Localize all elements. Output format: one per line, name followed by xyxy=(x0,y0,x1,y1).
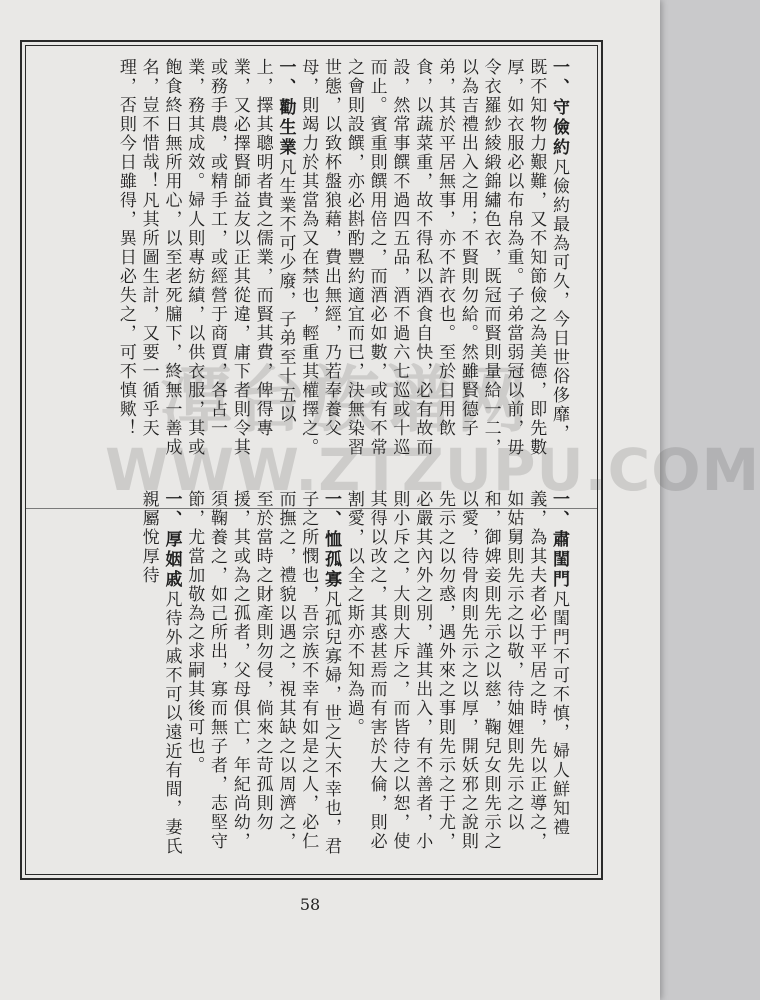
section-orphans xyxy=(182,490,342,860)
section-heading: 一、厚姻戚 xyxy=(161,490,182,590)
section-body: 凡孤兒寡婦，世之大不幸也，君子之所憫也，吾宗族不幸有如是之人，必仁而撫之，禮貌以遇之，視其缺之以周濟之，至於當時之財產則勿侵，倘來之苛孤則勿援，其或為之孤者，父母俱亡，年紀尚幼，須鞠養之，如己所出，寡而無子者，志堅守節，尤當加敬為之求嗣其後可也。 xyxy=(184,490,342,856)
section-relatives xyxy=(137,490,183,860)
section-heading: 一、守儉約 xyxy=(549,58,569,158)
section-livelihood xyxy=(114,58,296,458)
section-body: 凡生業不可少廢，子弟至十五以上，擇其聰明者貴之儒業，而賢其費，俾得專業，又必擇賢師益友以正其從違，庸下者則令其或務手農，或精手工，或經營于商賈，各占一業，務其成效。婦人則專紡績，以供衣服，其或飽食終日無所用心，以至老死牖下，終無一善成名，豈不惜哉！凡其所圖生計，又要一循乎天理，否則今日雖得，異日必失之，可不慎歟！ xyxy=(115,58,296,457)
section-heading: 一、肅閨門 xyxy=(549,490,569,590)
bottom-half-text xyxy=(30,490,570,860)
section-heading: 一、恤孤寡 xyxy=(321,490,342,590)
top-half-text xyxy=(30,58,570,458)
section-thrift xyxy=(296,58,570,458)
watermark-url: WWW.ZTZUPU.COM xyxy=(105,436,760,504)
section-body: 凡儉約最為可久，今日世俗侈靡，既不知物力艱難，又不知節儉之為美德，即先數厚，如衣服必以布帛為重。子弟當弱冠以前，毋令衣羅紗綾緞錦繡色衣，既冠而賢則量給一二，以為吉禮出入之用；不賢則勿給。然雖賢德子弟，其於平居無事，亦不許衣也。至於日用飲食，以蔬菜重，故不得私以酒食自快，必有故而設，然常事饌不過四五品，酒不過六七巡或十巡而止。賓重則饌用倍之，而酒必如數，或有不常之會則設饌，亦必斟酌豐約適宜而已，決無染習世態，以致杯盤狼藉，費出無經，乃若奉養父母，則竭力於其當為又在禁也，輕重其權擇之。 xyxy=(298,58,569,457)
section-household xyxy=(342,490,570,860)
section-body: 凡閨門不可不慎，婦人鮮知禮義，為其夫者必于平居之時，先以正導之，如姑舅則先示之以敬，待妯娌則先示之以和，御婢妾則先示之以慈，鞠兒女則先示之以愛，待骨肉則先示之以厚，開妖邪之說則先示之以勿惑，遇外來之事則先示之于尤，必嚴其內外之別，謹其出入，有不善者，小則小斥之，大則大斥之，而皆待之以恕，使其得以改之，其惑甚焉而有害於大倫，則必割愛，以全之斯亦不知為過。 xyxy=(343,490,569,851)
watermark-title: 潭台族谱网 xyxy=(159,358,530,442)
section-body: 凡待外戚不可以遠近有間，妻氏親屬悅厚待 xyxy=(138,490,182,856)
page-number: 58 xyxy=(299,895,321,914)
section-heading: 一、勸生業 xyxy=(275,58,296,158)
